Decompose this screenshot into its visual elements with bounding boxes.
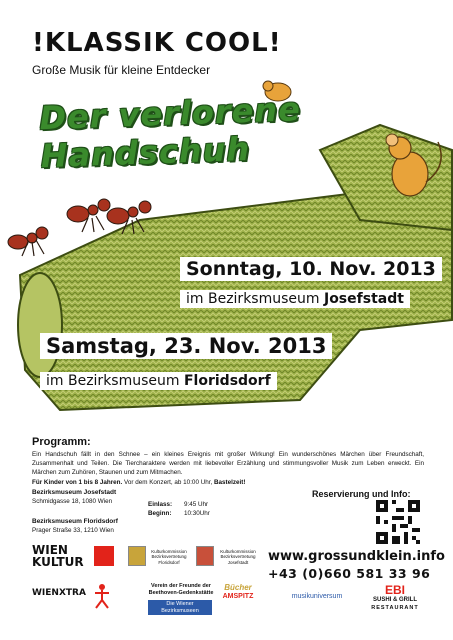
times	[148, 501, 210, 519]
event2-venue-prefix: im Bezirksmuseum	[46, 373, 184, 389]
program-audience-line	[32, 479, 246, 486]
address-street: Schmidgasse 18, 1080 Wien	[32, 497, 113, 505]
address-name: Bezirksmuseum Josefstadt	[32, 489, 117, 496]
address-name: Bezirksmuseum Floridsdorf	[32, 518, 118, 525]
program-heading: Programm:	[32, 436, 91, 448]
admission-label: Einlass:	[148, 501, 173, 508]
kulturkommission-josefstadt: Kulturkommission Bezirksvertretung Josefstadt	[220, 549, 256, 565]
wiener-bezirksmuseen-logo: Die Wiener Bezirksmuseen	[148, 600, 212, 615]
admission-time: 9:45 Uhr	[184, 501, 209, 508]
amspitz-line1: Bücher	[224, 583, 252, 592]
ebi-logo	[364, 583, 426, 612]
event2-venue	[40, 372, 277, 390]
crest-josefstadt-icon	[196, 546, 214, 566]
event1-date: Sonntag, 10. Nov. 2013	[180, 257, 442, 281]
event2-date: Samstag, 23. Nov. 2013	[40, 333, 332, 359]
ebi-line3: RESTAURANT	[371, 604, 419, 611]
program-note-bold: Bastelzeit!	[214, 479, 246, 486]
event2-venue-name: Floridsdorf	[183, 373, 271, 389]
event1-venue-prefix: im Bezirksmuseum	[186, 291, 324, 307]
story-title: Der verlorene Handschuh	[38, 90, 302, 176]
program-text: Ein Handschuh fällt in den Schnee – ein kleines Ereignis mit großer Wirkung! Ein wunderschönes Märchen über Freundschaft, Zusammenhalt und Teilen. Die Tiercharaktere werden mit liebevoller Erzählung und stimmungsvoller Musik zum Leben erweckt. Ein Märchen zum Zuhören, Staunen und zum Mitmachen.	[32, 451, 424, 476]
wien-kultur-line2: KULTUR	[32, 555, 84, 569]
brand-title: !KLASSIK COOL!	[32, 28, 282, 58]
amspitz-line2: AMSPITZ	[222, 593, 254, 601]
beethoven-society: Verein der Freunde der Beethoven-Gedenkstätte	[148, 583, 214, 596]
address-josefstadt	[32, 489, 116, 506]
tagline: Große Musik für kleine Entdecker	[32, 63, 211, 77]
wien-kultur-mark	[94, 546, 114, 566]
address-floridsdorf	[32, 518, 118, 535]
address-street: Prager Straße 33, 1210 Wien	[32, 526, 114, 534]
phone-number[interactable]: +43 (0)660 581 33 96	[268, 566, 431, 581]
wienextra-logo: WIENXTRA	[32, 588, 86, 598]
program-note: Vor dem Konzert, ab 10:00 Uhr,	[122, 479, 214, 486]
musikuniversum-logo: musikuniversum	[291, 593, 343, 600]
start-time: 10:30Uhr	[184, 509, 210, 517]
kulturkommission-floridsdorf: Kulturkommission Bezirksvertretung Floridsdorf	[151, 549, 187, 565]
reservation-heading: Reservierung und Info:	[312, 489, 411, 499]
figure-icon	[92, 583, 112, 609]
qr-code[interactable]	[376, 500, 420, 544]
program-audience: Für Kinder von 1 bis 8 Jahren.	[32, 479, 123, 486]
start-label: Beginn:	[148, 509, 172, 517]
amspitz-logo	[218, 583, 258, 602]
event1-venue-name: Josefstadt	[323, 291, 404, 307]
event1-venue	[180, 290, 410, 308]
wien-kultur-logo	[32, 544, 102, 568]
crest-floridsdorf-icon	[128, 546, 146, 566]
ebi-line1: EBI	[384, 583, 405, 597]
ebi-line2: SUSHI & GRILL	[372, 597, 417, 604]
wien-kultur-line1: WIEN	[32, 543, 68, 557]
website-link[interactable]: www.grossundklein.info	[268, 549, 445, 564]
